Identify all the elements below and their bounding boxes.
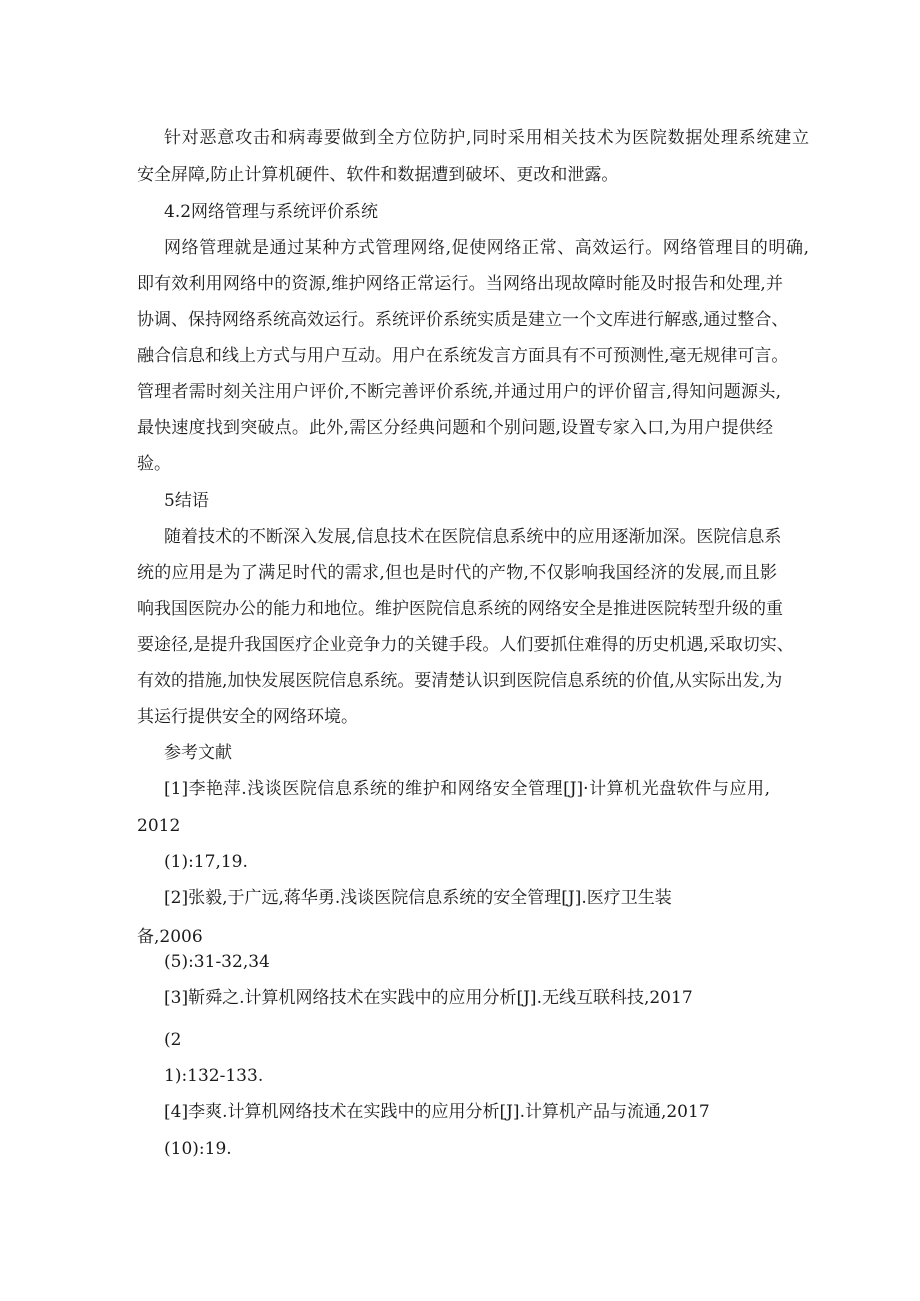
reference-line: (1):17,19. xyxy=(164,852,248,872)
paragraph-line: 融合信息和线上方式与用户互动。用户在系统发言方面具有不可预测性,毫无规律可言。 xyxy=(137,346,789,366)
paragraph-line: 管理者需时刻关注用户评价,不断完善评价系统,并通过用户的评价留言,得知问题源头, xyxy=(137,382,781,402)
reference-line: [3]靳舜之.计算机网络技术在实践中的应用分析[J].无线互联科技,2017 xyxy=(164,988,693,1008)
reference-line: (10):19. xyxy=(164,1139,232,1159)
paragraph-line: 验。 xyxy=(137,454,171,474)
paragraph-line: 针对恶意攻击和病毒要做到全方位防护,同时采用相关技术为医院数据处理系统建立 xyxy=(164,128,809,148)
paragraph-line: 即有效利用网络中的资源,维护网络正常运行。当网络出现故障时能及时报告和处理,并 xyxy=(137,274,783,294)
paragraph-line: 随着技术的不断深入发展,信息技术在医院信息系统中的应用逐渐加深。医院信息系 xyxy=(164,527,782,547)
section-heading-4-2: 4.2网络管理与系统评价系统 xyxy=(164,202,379,222)
paragraph-line: 统的应用是为了满足时代的需求,但也是时代的产物,不仅影响我国经济的发展,而且影 xyxy=(137,563,777,583)
paragraph-line: 网络管理就是通过某种方式管理网络,促使网络正常、高效运行。网络管理目的明确, xyxy=(164,238,809,258)
reference-line: 2012 xyxy=(137,816,181,836)
reference-line: 备,2006 xyxy=(137,927,203,947)
paragraph-line: 有效的措施,加快发展医院信息系统。要清楚认识到医院信息系统的价值,从实际出发,为 xyxy=(137,671,783,691)
paragraph-line: 安全屏障,防止计算机硬件、软件和数据遭到破坏、更改和泄露。 xyxy=(137,165,619,185)
reference-line: [1]李艳萍.浅谈医院信息系统的维护和网络安全管理[J]·计算机光盘软件与应用, xyxy=(164,779,770,799)
reference-line: [2]张毅,于广远,蒋华勇.浅谈医院信息系统的安全管理[J].医疗卫生装 xyxy=(164,888,672,908)
reference-line: (2 xyxy=(164,1030,182,1050)
section-heading-5: 5结语 xyxy=(164,491,209,511)
paragraph-line: 协调、保持网络系统高效运行。系统评价系统实质是建立一个文库进行解惑,通过整合、 xyxy=(137,310,789,330)
reference-line: (5):31-32,34 xyxy=(164,952,270,972)
reference-line: 1):132-133. xyxy=(164,1066,264,1086)
references-heading: 参考文献 xyxy=(164,743,232,763)
paragraph-line: 响我国医院办公的能力和地位。维护医院信息系统的网络安全是推进医院转型升级的重 xyxy=(137,599,783,619)
paragraph-line: 最快速度找到突破点。此外,需区分经典问题和个别问题,设置专家入口,为用户提供经 xyxy=(137,418,773,438)
paragraph-line: 其运行提供安全的网络环境。 xyxy=(137,707,358,727)
paragraph-line: 要途径,是提升我国医疗企业竞争力的关键手段。人们要抓住难得的历史机遇,采取切实、 xyxy=(137,635,794,655)
reference-line: [4]李爽.计算机网络技术在实践中的应用分析[J].计算机产品与流通,2017 xyxy=(164,1102,710,1122)
